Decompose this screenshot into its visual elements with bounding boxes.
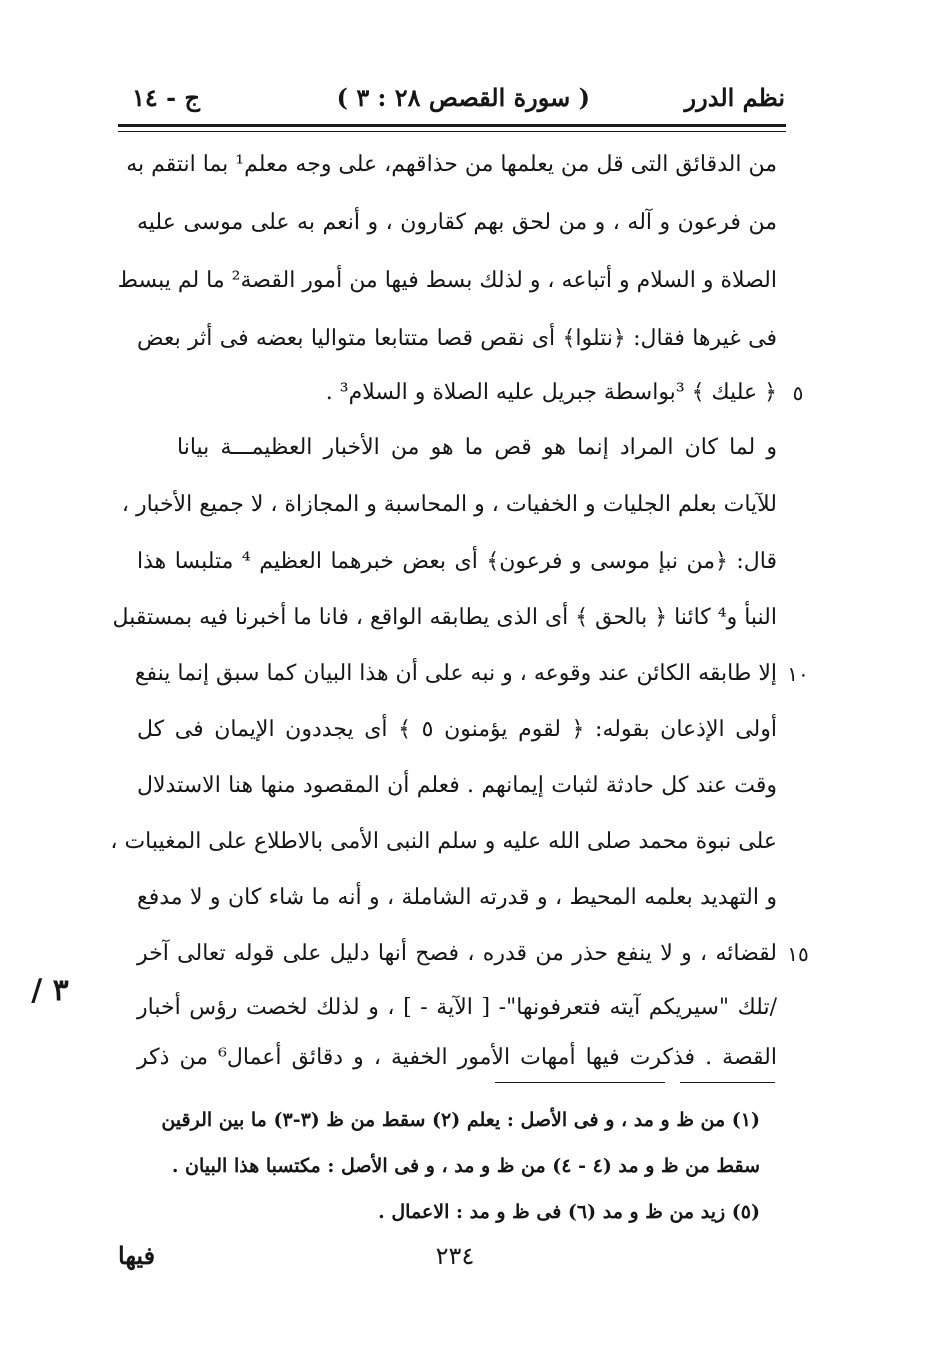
text-line: إلا طابقه الكائن عند وقوعه ، و نبه على أن هذا البيان كما سبق إنما ينفع: [134, 661, 777, 686]
header-rule-thin: [118, 131, 786, 132]
line-number: ٥: [792, 381, 804, 405]
text-line: لقضائه ، و لا ينفع حذر من قدره ، فصح أنها دليل على قوله تعالى آخر: [137, 941, 777, 966]
page-number: ٢٣٤: [435, 1242, 475, 1270]
text-line: فى غيرها فقال: ﴿نتلوا﴾ أى نقص قصا متتابعا متواليا بعضه فى أثر بعض: [137, 326, 777, 351]
text-line: الصلاة و السلام و أتباعه ، و لذلك بسط فيها من أمور القصة² ما لم يبسط: [117, 268, 777, 293]
text-line: من الدقائق التى قل من يعلمها من حذاقهم، على وجه معلم¹ بما انتقم به: [126, 152, 777, 177]
catchword: فيها: [118, 1241, 156, 1270]
text-line: و لما كان المراد إنما هو قص ما هو من الأخبار العظيمـــة بيانا: [177, 435, 777, 460]
text-line: أولى الإذعان بقوله: ﴿ لقوم يؤمنون ٥ ﴾ أى يجددون الإيمان فى كل: [137, 717, 777, 742]
text-line: /تلك "سيريكم آيته فتعرفونها"- [ الآية - ] ، و لذلك لخصت رؤس أخبار: [137, 995, 777, 1020]
text-line: القصة . فذكرت فيها أمهات الأمور الخفية ، و دقائق أعمال⁶ من ذكر: [137, 1045, 777, 1070]
footnote-rule-right: [680, 1082, 775, 1083]
header-rule-thick: [118, 124, 786, 127]
text-line: قال: ﴿من نبإ موسى و فرعون﴾ أى بعض خبرهما العظيم ⁴ متلبسا هذا: [137, 549, 777, 574]
text-line: للآيات بعلم الجليات و الخفيات ، و المحاسبة و المجازاة ، لا جميع الأخبار ،: [121, 492, 777, 517]
text-line: ﴿ عليك ﴾ ³بواسطة جبريل عليه الصلاة و السلام³ .: [325, 380, 777, 405]
footnote-line: سقط من ظ و مد (٤ - ٤) من ظ و مد ، و فى الأصل : مكتسبا هذا البيان .: [171, 1155, 760, 1177]
footnote-line: (٥) زيد من ظ و مد (٦) فى ظ و مد : الاعمال .: [378, 1201, 760, 1223]
line-number: ١٥: [787, 942, 809, 966]
surah-reference: ( سورة القصص ٢٨ : ٣ ): [336, 83, 590, 112]
margin-note: ٣ /: [31, 973, 69, 1008]
line-number: ١٠: [787, 662, 809, 686]
footnote-line: (١) من ظ و مد ، و فى الأصل : يعلم (٢) سقط من ظ (٣-٣) ما بين الرقين: [161, 1109, 760, 1131]
footnote-rule-left: [495, 1082, 665, 1083]
text-line: وقت عند كل حادثة لثبات إيمانهم . فعلم أن المقصود منها هنا الاستدلال: [137, 773, 777, 798]
book-title: نظم الدرر: [684, 83, 785, 112]
text-line: على نبوة محمد صلى الله عليه و سلم النبى الأمى بالاطلاع على المغيبات ،: [110, 829, 777, 854]
volume-number: ج - ١٤: [132, 83, 200, 112]
text-line: من فرعون و آله ، و من لحق بهم كقارون ، و أنعم به على موسى عليه: [137, 210, 777, 235]
text-line: النبأ و⁴ كائنا ﴿ بالحق ﴾ أى الذى يطابقه الواقع ، فانا ما أخبرنا فيه بمستقبل: [112, 605, 777, 630]
text-line: و التهديد بعلمه المحيط ، و قدرته الشاملة ، و أنه ما شاء كان و لا مدفع: [137, 885, 777, 910]
